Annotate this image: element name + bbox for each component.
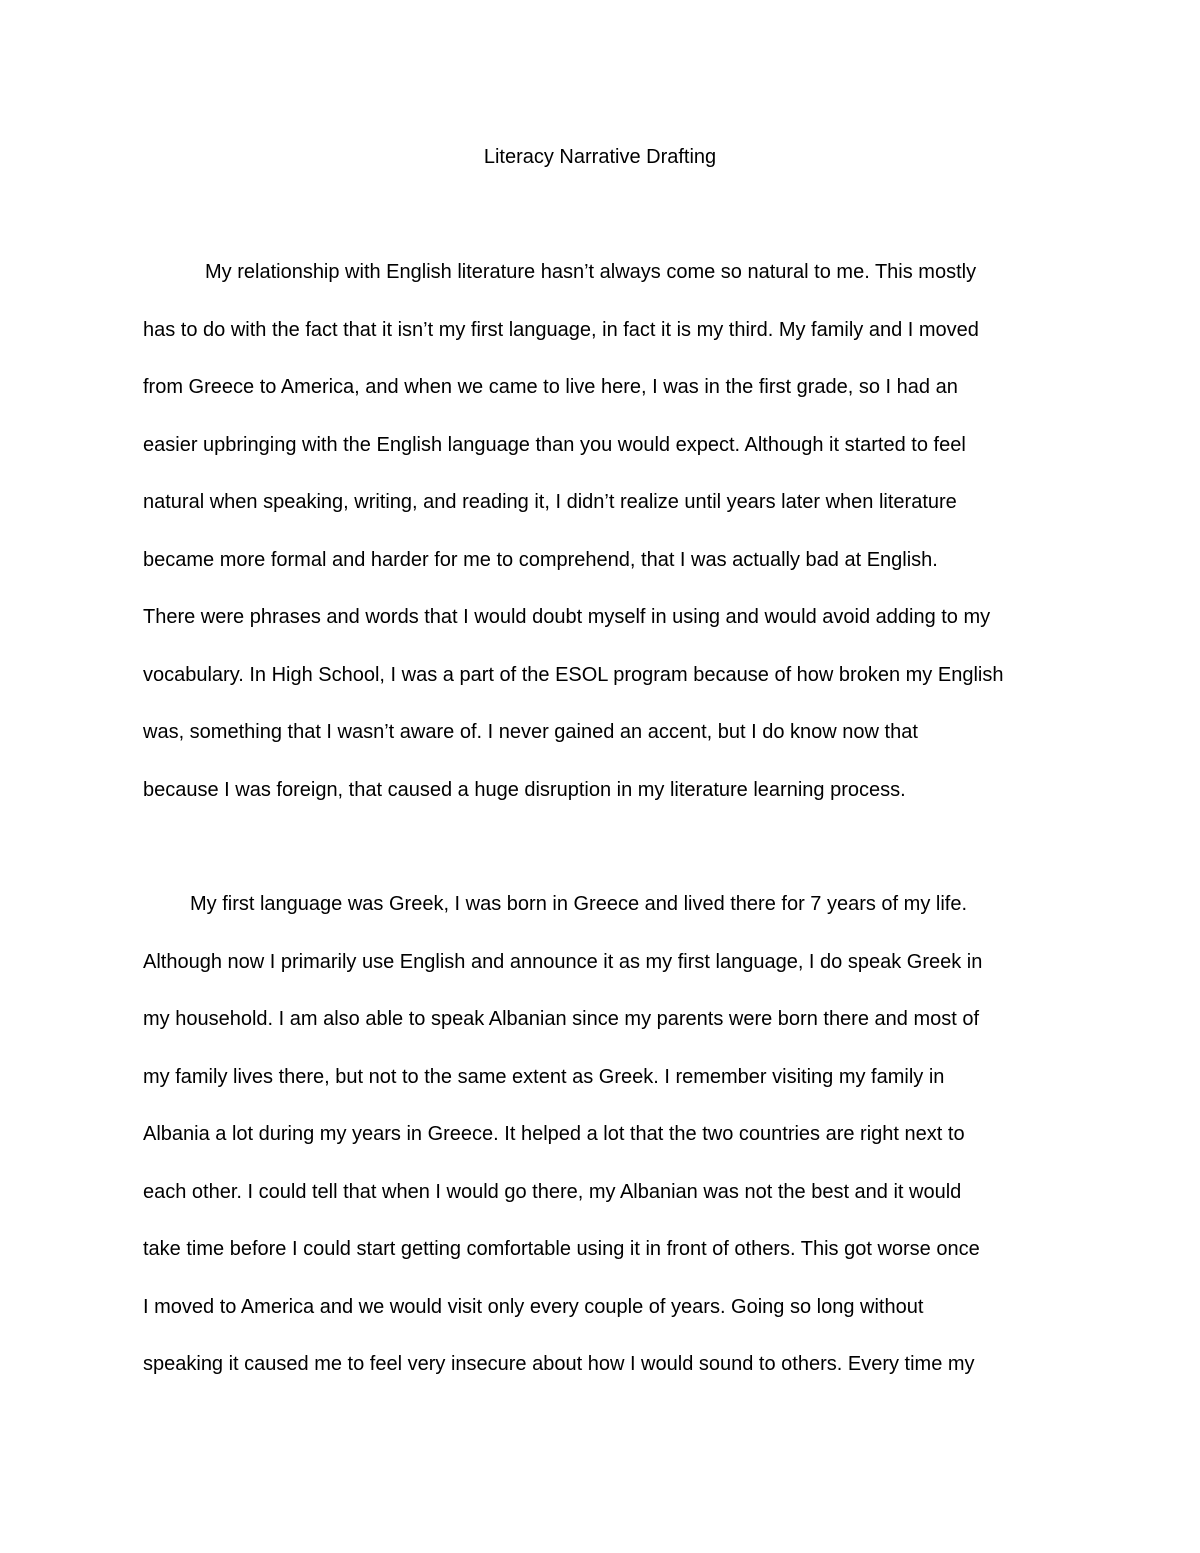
paragraph-line: has to do with the fact that it isn’t my first language, in fact it is my third. My family and I moved: [143, 318, 979, 341]
paragraph-line: my family lives there, but not to the same extent as Greek. I remember visiting my family in: [143, 1065, 945, 1088]
paragraph-line: take time before I could start getting comfortable using it in front of others. This got worse once: [143, 1238, 980, 1260]
paragraph-line: My first language was Greek, I was born in Greece and lived there for 7 years of my life.: [190, 893, 968, 915]
paragraph-line: Albania a lot during my years in Greece. It helped a lot that the two countries are right next to: [143, 1123, 965, 1145]
paragraph-line: speaking it caused me to feel very insecure about how I would sound to others. Every time my: [143, 1353, 975, 1375]
paragraph-2: [143, 889, 982, 1407]
paragraph-line: There were phrases and words that I would doubt myself in using and would avoid adding to my: [143, 606, 991, 628]
paragraph-line: My relationship with English literature hasn’t always come so natural to me. This mostly: [205, 261, 977, 283]
paragraph-1: [143, 257, 1003, 832]
paragraph-line: from Greece to America, and when we came to live here, I was in the first grade, so I had an: [143, 376, 958, 398]
paragraph-line: became more formal and harder for me to comprehend, that I was actually bad at English.: [143, 548, 938, 571]
paragraph-line: was, something that I wasn’t aware of. I never gained an accent, but I do know now that: [143, 721, 918, 743]
paragraph-line: because I was foreign, that caused a huge disruption in my literature learning process.: [143, 778, 906, 801]
paragraph-line: vocabulary. In High School, I was a part of the ESOL program because of how broken my English: [143, 663, 1004, 686]
document-title: Literacy Narrative Drafting: [483, 146, 717, 168]
paragraph-line: each other. I could tell that when I would go there, my Albanian was not the best and it would: [143, 1180, 962, 1203]
paragraph-line: Although now I primarily use English and announce it as my first language, I do speak Greek in: [143, 950, 983, 973]
paragraph-line: easier upbringing with the English language than you would expect. Although it started to feel: [143, 433, 966, 456]
paragraph-line: natural when speaking, writing, and reading it, I didn’t realize until years later when literature: [143, 491, 957, 513]
paragraph-line: I moved to America and we would visit only every couple of years. Going so long without: [143, 1295, 924, 1318]
paragraph-line: my household. I am also able to speak Albanian since my parents were born there and most of: [143, 1008, 980, 1030]
